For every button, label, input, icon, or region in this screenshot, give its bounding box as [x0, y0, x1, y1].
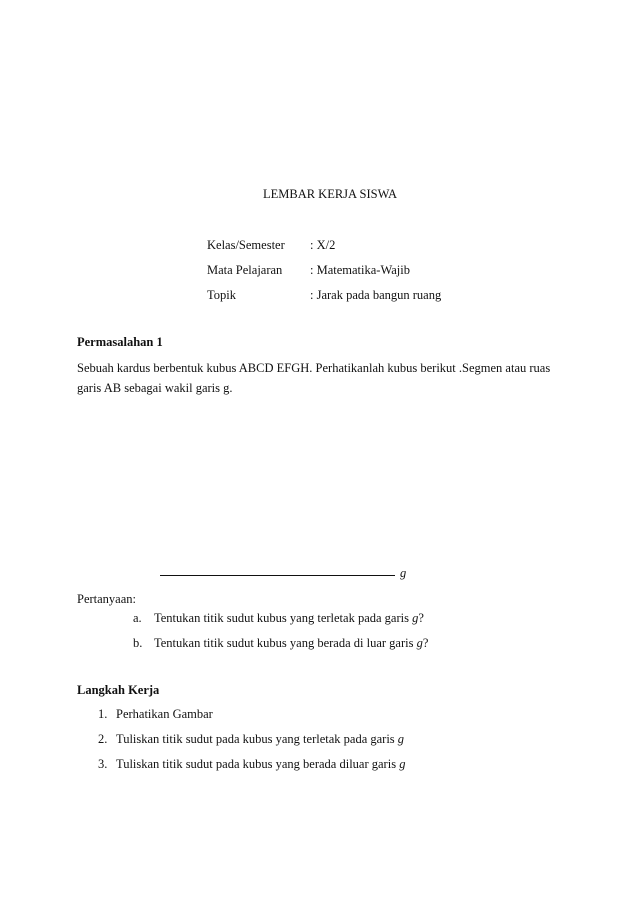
question-end: ? — [422, 636, 429, 650]
question-var: g — [412, 611, 419, 625]
step-number: 1. — [98, 707, 108, 721]
step-var: g — [399, 757, 406, 771]
step-number: 3. — [98, 757, 108, 771]
meta-value-class: : X/2 — [310, 238, 336, 252]
meta-value-subject: : Matematika-Wajib — [310, 263, 410, 277]
step-text: Perhatikan Gambar — [116, 707, 213, 721]
question-item — [133, 611, 424, 626]
questions-heading: Pertanyaan: — [77, 592, 137, 606]
problem-heading: Permasalahan 1 — [77, 335, 163, 349]
step-item — [98, 757, 405, 772]
step-item — [98, 707, 213, 722]
question-text: Tentukan titik sudut kubus yang terletak pada garis — [154, 611, 413, 625]
meta-label-topic: Topik — [207, 288, 236, 302]
question-var: g — [416, 636, 423, 650]
question-number: a. — [133, 611, 142, 625]
question-item — [133, 636, 428, 651]
step-number: 2. — [98, 732, 108, 746]
line-g — [160, 575, 395, 576]
step-item — [98, 732, 404, 747]
meta-value-topic: : Jarak pada bangun ruang — [310, 288, 442, 302]
meta-label-subject: Mata Pelajaran — [207, 263, 283, 277]
meta-label-class: Kelas/Semester — [207, 238, 285, 252]
question-text: Tentukan titik sudut kubus yang berada di luar garis — [154, 636, 417, 650]
step-var: g — [397, 732, 405, 746]
problem-text: Sebuah kardus berbentuk kubus ABCD EFGH. Perhatikanlah kubus berikut .Segmen atau ruas garis AB sebagai wakil garis g. — [77, 361, 551, 395]
step-text: Tuliskan titik sudut pada kubus yang berada diluar garis — [116, 757, 400, 771]
question-end: ? — [418, 611, 424, 625]
question-number: b. — [133, 636, 143, 650]
line-g-label: g — [400, 566, 407, 580]
steps-heading: Langkah Kerja — [77, 683, 160, 697]
step-text: Tuliskan titik sudut pada kubus yang terletak pada garis — [116, 732, 398, 746]
page-title: LEMBAR KERJA SISWA — [262, 187, 398, 201]
